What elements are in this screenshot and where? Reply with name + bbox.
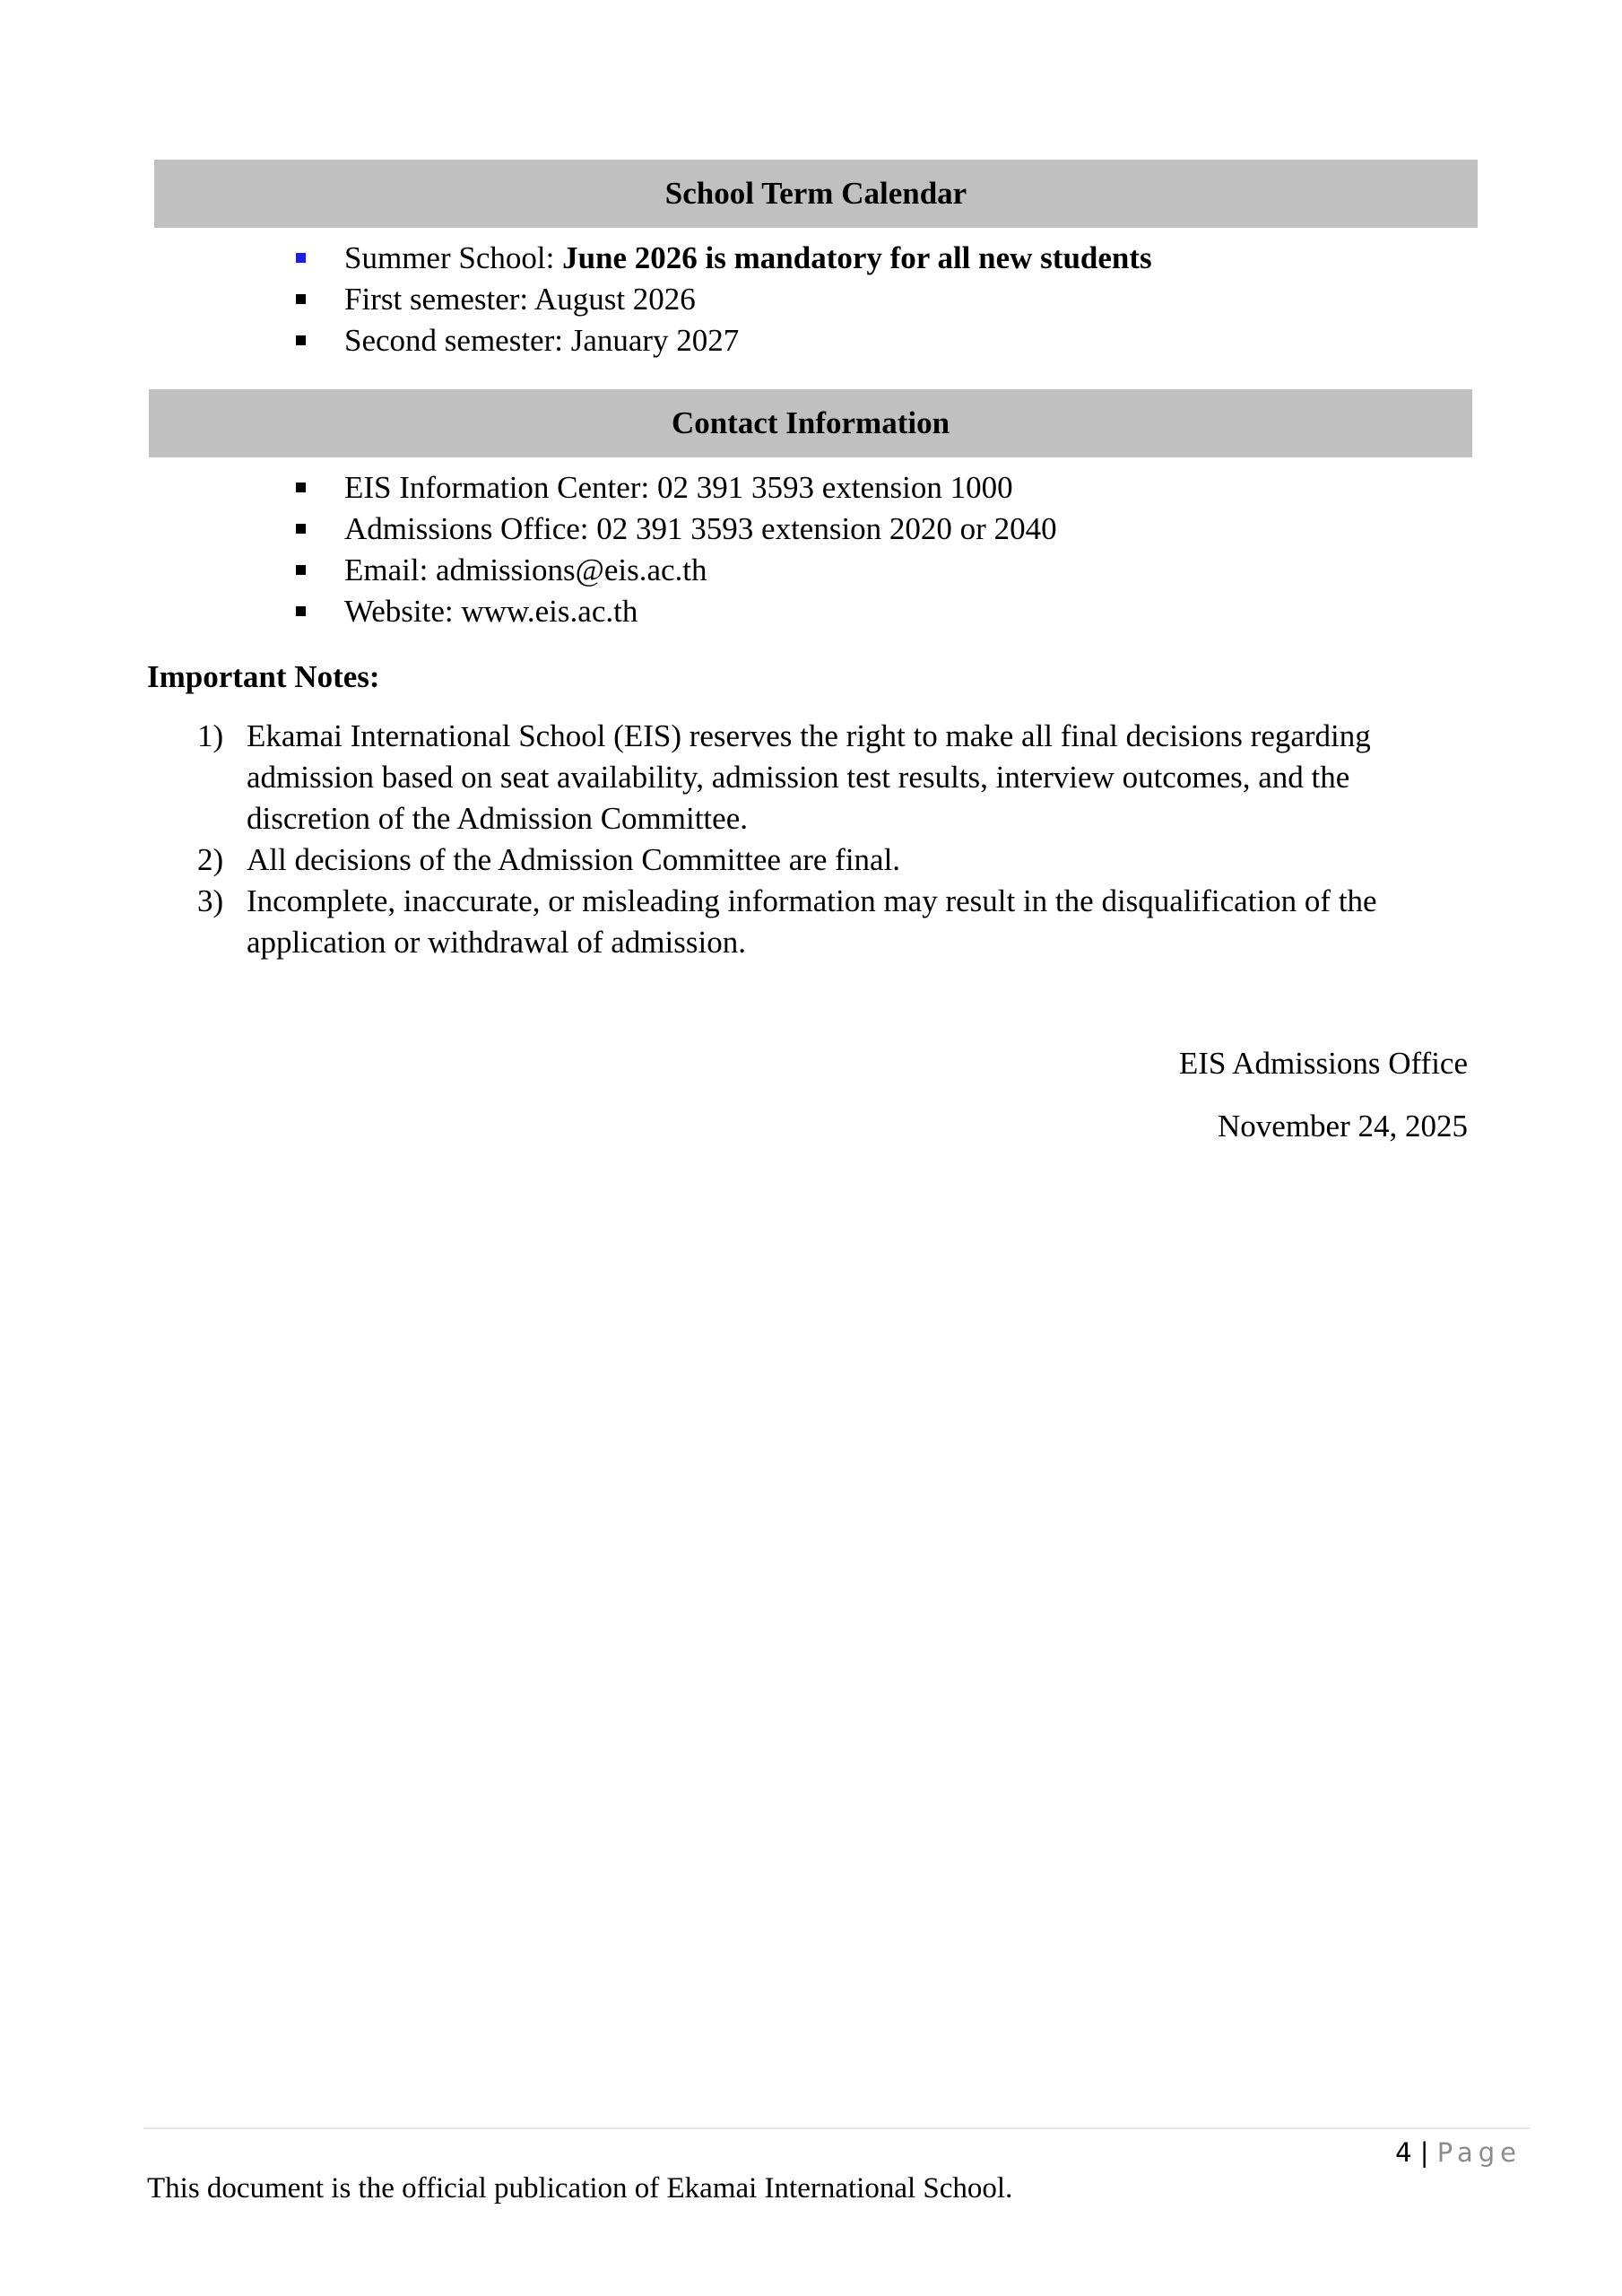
bullet-square-icon: [296, 335, 306, 345]
page-separator: |: [1419, 2137, 1429, 2168]
note-number: 1): [197, 718, 224, 753]
contact-item-info-center: EIS Information Center: 02 391 3593 extension 1000: [344, 470, 1013, 505]
signature-date: November 24, 2025: [1218, 1109, 1468, 1144]
summer-school-emphasis: June 2026 is mandatory for all new students: [562, 240, 1152, 275]
contact-item-website: Website: www.eis.ac.th: [344, 594, 638, 629]
calendar-item-first-semester: First semester: August 2026: [344, 282, 696, 317]
note-number: 3): [197, 883, 224, 918]
signature-office: EIS Admissions Office: [1178, 1046, 1468, 1081]
note-item: Incomplete, inaccurate, or misleading information may result in the disqualification of the application or withdrawal of admission.: [247, 883, 1377, 960]
note-item: Ekamai International School (EIS) reserves the right to make all final decisions regarding admission based on seat availability, admission test results, interview outcomes, and the discretion of the Admission Committee.: [247, 718, 1371, 836]
contact-section-header: [149, 389, 1472, 457]
calendar-item-second-semester: Second semester: January 2027: [344, 323, 740, 358]
bullet-square-icon: [296, 253, 306, 263]
important-notes-heading: Important Notes:: [147, 659, 380, 694]
bullet-square-icon: [296, 606, 306, 616]
contact-item-admissions-office: Admissions Office: 02 391 3593 extension 2020 or 2040: [344, 511, 1057, 546]
page-number: 4: [1395, 2137, 1412, 2168]
bullet-square-icon: [296, 565, 306, 575]
footer-note: This document is the official publication of Ekamai International School.: [147, 2172, 1013, 2205]
calendar-item-summer: Summer School: June 2026 is mandatory for all new students: [344, 240, 1152, 275]
bullet-square-icon: [296, 294, 306, 304]
contact-section-title: Contact Information: [671, 405, 950, 440]
bullet-square-icon: [296, 483, 306, 492]
note-number: 2): [197, 842, 224, 877]
page-word: Page: [1436, 2137, 1522, 2168]
bullet-square-icon: [296, 524, 306, 534]
page-number-label: [1395, 2135, 1522, 2170]
calendar-section-header: [154, 160, 1478, 228]
contact-item-email: Email: admissions@eis.ac.th: [344, 552, 707, 587]
footer-divider: [143, 2127, 1530, 2129]
note-item: All decisions of the Admission Committee are final.: [247, 842, 901, 877]
calendar-section-title: School Term Calendar: [664, 176, 967, 211]
